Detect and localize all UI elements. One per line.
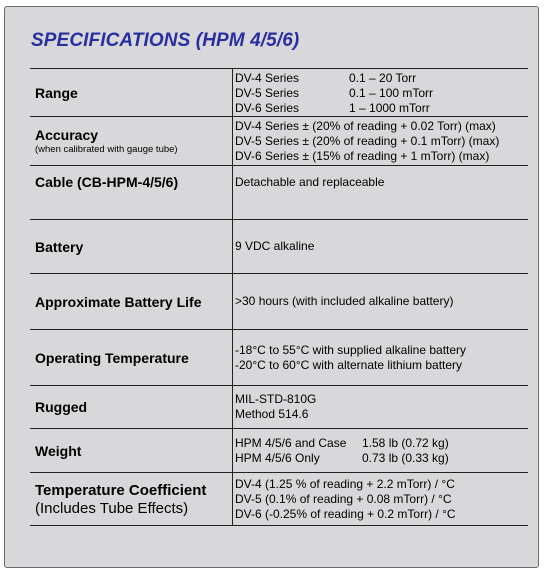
range-series: DV-6 Series (235, 101, 300, 115)
spec-sublabel-accuracy: (when calibrated with gauge tube) (35, 144, 178, 155)
weight-line (235, 451, 528, 466)
range-value: 1 – 1000 mTorr (349, 101, 430, 115)
battery-value: 9 VDC alkaline (235, 239, 315, 253)
page-title: SPECIFICATIONS (HPM 4/5/6) (31, 30, 300, 51)
range-line (235, 71, 528, 86)
spec-label-range: Range (35, 84, 78, 101)
spec-row-battery-life (30, 274, 528, 330)
range-line (235, 101, 528, 116)
temperature-coefficient-line: DV-4 (1.25 % of reading + 2.2 mTorr) / °C (235, 476, 455, 491)
spec-row-accuracy (30, 117, 528, 166)
spec-row-cable (30, 166, 528, 220)
spec-value-rugged (233, 386, 528, 428)
rugged-line: Method 514.6 (235, 407, 309, 421)
spec-label-cell (30, 69, 233, 116)
spec-label-cable: Cable (CB-HPM-4/5/6) (35, 174, 179, 190)
spec-label-rugged: Rugged (35, 399, 88, 415)
spec-value-battery (233, 220, 528, 273)
accuracy-line: DV-4 Series ± (20% of reading + 0.02 Torr) (max) (235, 118, 496, 133)
spec-label-cell (30, 429, 233, 472)
cable-value: Detachable and replaceable (235, 175, 385, 189)
spec-label-cell (30, 473, 233, 525)
spec-value-range (233, 69, 528, 116)
temperature-coefficient-line: DV-6 (-0.25% of reading + 0.2 mTorr) / °C (235, 506, 456, 521)
accuracy-line: DV-6 Series ± (15% of reading + 1 mTorr) (max) (235, 148, 490, 163)
operating-temperature-line: -20°C to 60°C with alternate lithium battery (235, 357, 463, 372)
spec-row-range (30, 69, 528, 117)
spec-label-battery-life: Approximate Battery Life (35, 293, 202, 310)
spec-label-temperature-coefficient: Temperature Coefficient (35, 481, 207, 499)
spec-row-battery (30, 220, 528, 274)
spec-row-temperature-coefficient (30, 473, 528, 526)
range-value: 0.1 – 20 Torr (349, 71, 417, 85)
spec-label-operating-temperature: Operating Temperature (35, 349, 189, 366)
range-series: DV-5 Series (235, 86, 300, 100)
spec-value-weight (233, 429, 528, 472)
spec-value-temperature-coefficient (233, 473, 528, 525)
spec-value-accuracy (233, 117, 528, 165)
spec-label-cell (30, 274, 233, 329)
range-value: 0.1 – 100 mTorr (349, 86, 434, 100)
weight-item: HPM 4/5/6 Only (235, 450, 320, 465)
range-series: DV-4 Series (235, 71, 300, 85)
operating-temperature-line: -18°C to 55°C with supplied alkaline battery (235, 342, 467, 357)
spec-table (30, 68, 528, 526)
temperature-coefficient-line: DV-5 (0.1% of reading + 0.08 mTorr) / °C (235, 491, 452, 506)
weight-line (235, 436, 528, 451)
weight-value: 0.73 lb (0.33 kg) (362, 450, 449, 465)
spec-value-cable (233, 166, 528, 219)
weight-item: HPM 4/5/6 and Case (235, 435, 347, 450)
spec-label-cell (30, 117, 233, 165)
spec-row-operating-temperature (30, 330, 528, 386)
spec-value-operating-temperature (233, 330, 528, 385)
spec-label-cell (30, 386, 233, 428)
weight-value: 1.58 lb (0.72 kg) (362, 435, 449, 450)
spec-label-cell (30, 220, 233, 273)
range-line (235, 86, 528, 101)
rugged-line: MIL-STD-810G (235, 392, 317, 406)
spec-sublabel-temperature-coefficient: (Includes Tube Effects) (35, 499, 189, 517)
spec-value-battery-life (233, 274, 528, 329)
spec-label-cell (30, 166, 233, 219)
spec-label-weight: Weight (35, 442, 82, 459)
spec-row-rugged (30, 386, 528, 429)
spec-row-weight (30, 429, 528, 473)
battery-life-value: >30 hours (with included alkaline battery) (235, 294, 454, 308)
spec-label-accuracy: Accuracy (35, 127, 99, 143)
accuracy-line: DV-5 Series ± (20% of reading + 0.1 mTorr) (max) (235, 133, 500, 148)
spec-label-battery: Battery (35, 238, 84, 255)
spec-label-cell (30, 330, 233, 385)
